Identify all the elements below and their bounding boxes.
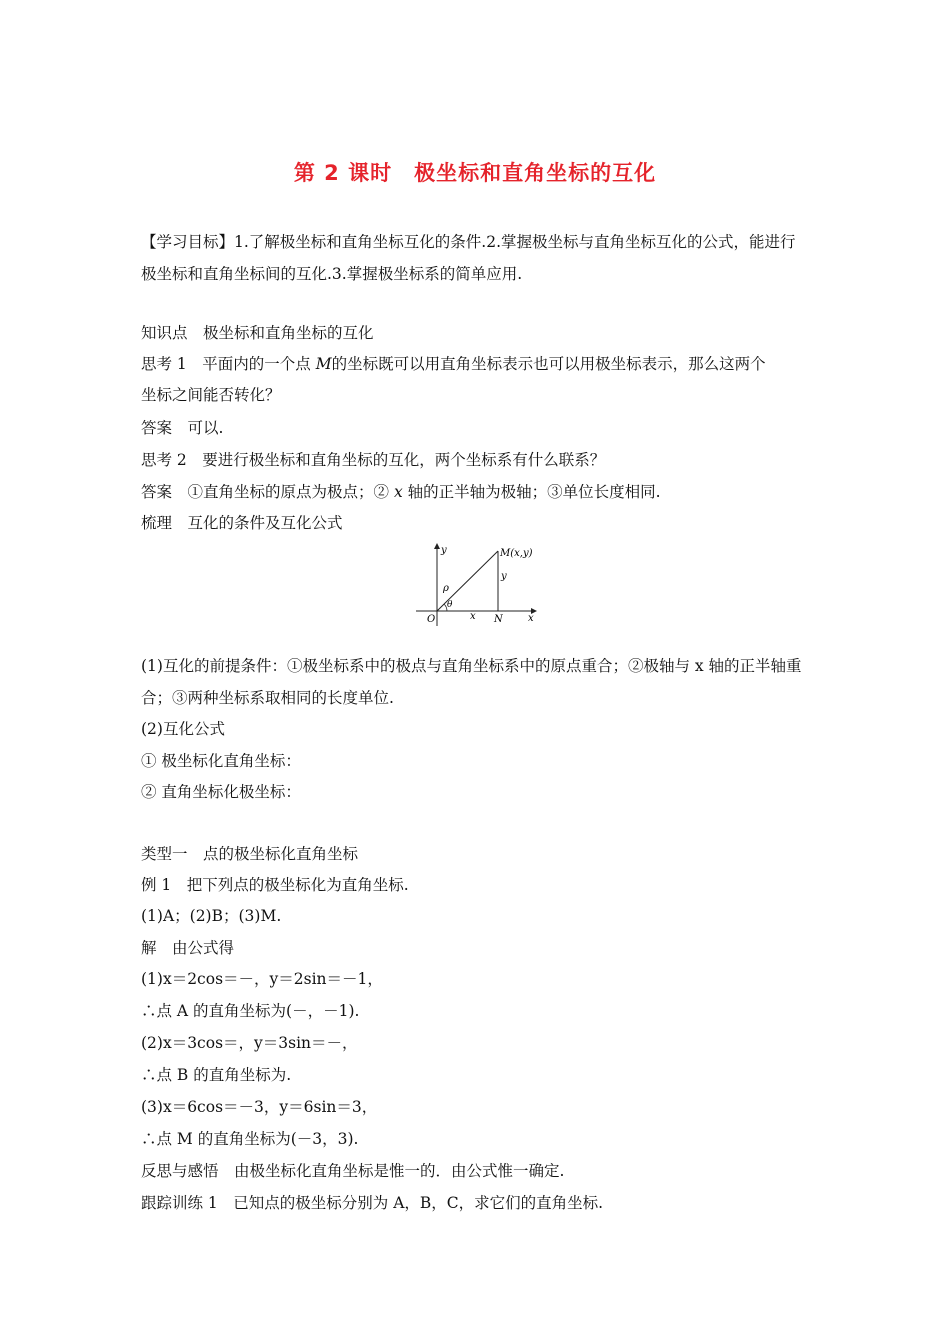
think-1-question <box>141 354 766 374</box>
answer-1: 答案 可以. <box>141 419 224 437</box>
diagram-point-m-label: M(x,y) <box>500 548 533 559</box>
solution-step-1: (1)x＝2cos＝－，y＝2sin＝－1， <box>141 970 383 988</box>
point-m-label: M <box>315 355 332 373</box>
solution-step-2: (2)x＝3cos＝，y＝3sin＝－， <box>141 1034 358 1052</box>
answer-2-text-b: 轴的正半轴为极轴；③单位长度相同. <box>402 483 661 501</box>
x-axis-label: x <box>393 483 403 501</box>
tracking-exercise-1: 跟踪训练 1 已知点的极坐标分别为 A，B，C，求它们的直角坐标. <box>141 1194 604 1212</box>
think-1-text-b: 的坐标既可以用直角坐标表示也可以用极坐标表示，那么这两个 <box>331 355 766 373</box>
answer-2 <box>141 482 661 502</box>
solution-step-3-result: ∴点 M 的直角坐标为(－3，3). <box>141 1130 359 1148</box>
example-1: 例 1 把下列点的极坐标化为直角坐标. <box>141 876 409 894</box>
diagram-y-axis-label: y <box>441 545 447 556</box>
condition-1: (1)互化的前提条件：①极坐标系中的极点与直角坐标系中的原点重合；②极轴与 x 轴的正半轴重合；③两种坐标系取相同的长度单位. <box>141 657 802 707</box>
polar-rect-diagram <box>410 540 545 630</box>
think-2-question: 思考 2 要进行极坐标和直角坐标的互化，两个坐标系有什么联系？ <box>141 451 606 469</box>
learning-goals-text: 1.了解极坐标和直角坐标互化的条件.2.掌握极坐标与直角坐标互化的公式，能进行极坐标和直角坐标间的互化.3.掌握极坐标系的简单应用. <box>141 233 796 283</box>
think-1-text-a: 思考 1 平面内的一个点 <box>141 355 316 373</box>
knowledge-point-heading: 知识点 极坐标和直角坐标的互化 <box>141 324 374 342</box>
formula-polar-to-rect: ① 极坐标化直角坐标： <box>141 752 301 770</box>
think-1-question-cont: 坐标之间能否转化？ <box>141 386 281 404</box>
diagram-theta-label: θ <box>447 600 453 610</box>
diagram-rho-label: ρ <box>443 583 449 594</box>
formula-rect-to-polar: ② 直角坐标化极坐标： <box>141 783 301 801</box>
learning-goals-tag: 【学习目标】 <box>141 233 235 251</box>
type-1-heading: 类型一 点的极坐标化直角坐标 <box>141 845 359 863</box>
solution-step-1-result: ∴点 A 的直角坐标为(－，－1). <box>141 1002 360 1020</box>
reflection: 反思与感悟 由极坐标化直角坐标是惟一的．由公式惟一确定. <box>141 1162 565 1180</box>
learning-goals <box>141 226 811 290</box>
solution-intro: 解 由公式得 <box>141 939 235 957</box>
lesson-title: 第 2 课时 极坐标和直角坐标的互化 <box>293 161 657 185</box>
diagram-x-axis-label: x <box>528 613 534 624</box>
condition-2: (2)互化公式 <box>141 720 225 738</box>
solution-step-2-result: ∴点 B 的直角坐标为. <box>141 1066 292 1084</box>
summary-heading: 梳理 互化的条件及互化公式 <box>141 514 343 532</box>
diagram-y-label: y <box>501 571 507 582</box>
solution-step-3: (3)x＝6cos＝－3，y＝6sin＝3， <box>141 1098 378 1116</box>
example-1-items: (1)A；(2)B；(3)M. <box>141 907 282 925</box>
diagram-x-label: x <box>470 611 476 622</box>
diagram-point-n-label: N <box>494 614 503 625</box>
answer-2-text-a: 答案 ①直角坐标的原点为极点；② <box>141 483 394 501</box>
diagram-origin-label: O <box>427 614 436 625</box>
